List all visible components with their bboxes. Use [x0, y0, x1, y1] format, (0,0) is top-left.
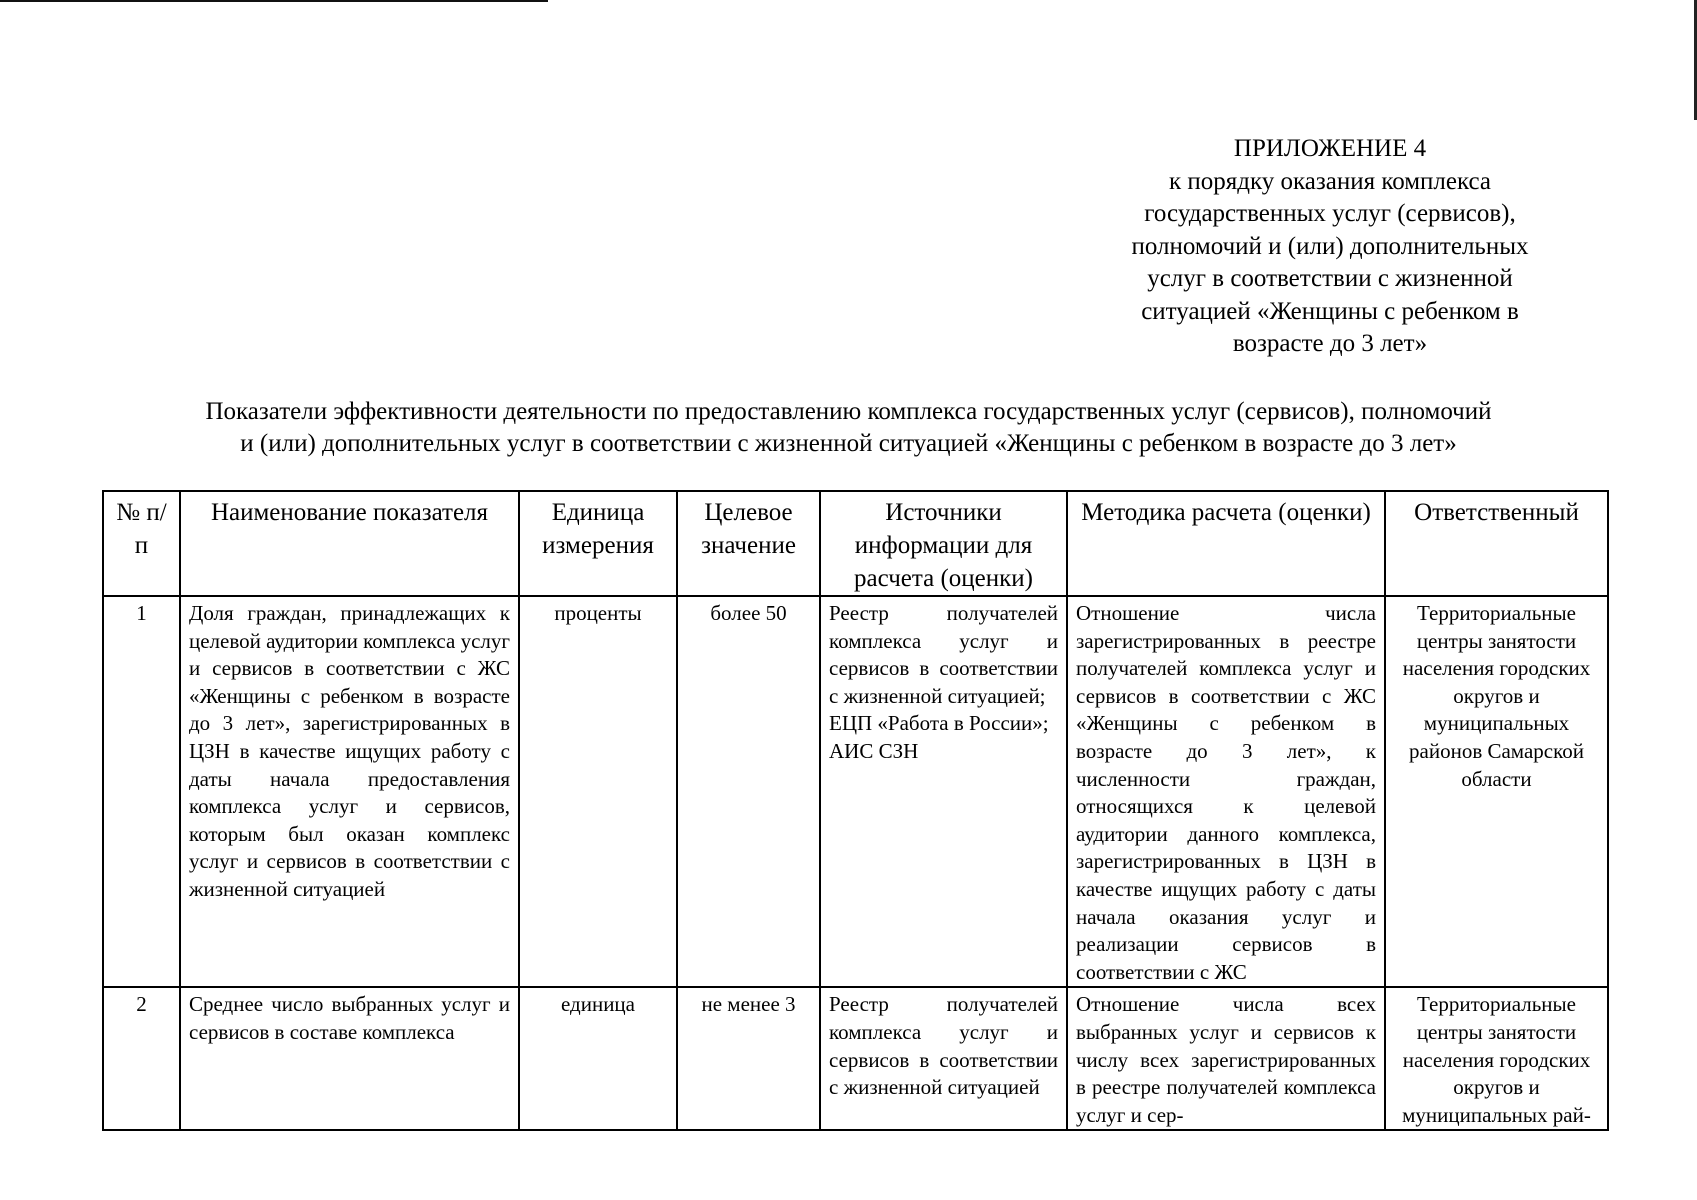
source-item: ЕЦП «Работа в России»; — [829, 711, 1049, 736]
cell-responsible: Территориальные центры занятости населения городских округов и муниципальных районов Самарской области — [1385, 596, 1608, 987]
document-title-line: и (или) дополнительных услуг в соответствии с жизненной ситуацией «Женщины с ребенком в возрасте до 3 лет» — [240, 430, 1457, 457]
source-item: Реестр получателей комплекса услуг и сервисов в соответствии с жизненной ситуацией; — [829, 601, 1058, 708]
source-item: Реестр получателей комплекса услуг и сервисов в соответствии с жизненной ситуацией — [829, 992, 1058, 1100]
appendix-line: услуг в соответствии с жизненной — [1147, 265, 1513, 292]
appendix-header — [1090, 133, 1570, 361]
scan-artifact-line — [0, 0, 548, 2]
cell-indicator-name: Среднее число выбранных услуг и сервисов в составе комплекса — [180, 987, 519, 1130]
appendix-line: ситуацией «Женщины с ребенком в — [1141, 297, 1519, 325]
cell-indicator-name: Доля граждан, принадлежащих к целевой аудитории комплекса услуг и сервисов в соответствии с ЖС «Женщины с ребенком в возрасте до 3 лет», зарегистрированных в ЦЗН в качестве ищущих работу с даты начала предоставления комплекса услуг и сервисов, которым был оказан комплекс услуг и сервисов в соответствии с жизненной ситуацией — [180, 596, 519, 987]
cell-method: Отношение числа всех выбранных услуг и сервисов к числу всех зарегистрированных в реестре получателей комплекса услуг и сер- — [1067, 987, 1385, 1130]
table-header-row — [103, 491, 1608, 596]
column-header-number: № п/п — [103, 491, 180, 596]
column-header-target: Целевое значение — [677, 491, 820, 596]
cell-number: 2 — [103, 987, 180, 1130]
appendix-title: ПРИЛОЖЕНИЕ 4 — [1233, 135, 1427, 162]
cell-target: более 50 — [677, 596, 820, 987]
table-row — [103, 596, 1608, 987]
document-title — [100, 396, 1597, 460]
appendix-line: к порядку оказания комплекса — [1168, 167, 1492, 195]
column-header-method: Методика расчета (оценки) — [1067, 491, 1385, 596]
cell-target: не менее 3 — [677, 987, 820, 1130]
column-header-responsible: Ответственный — [1385, 491, 1608, 596]
cell-unit: единица — [519, 987, 677, 1130]
appendix-line: государственных услуг (сервисов), — [1144, 200, 1516, 227]
cell-sources — [820, 596, 1067, 987]
cell-sources — [820, 987, 1067, 1130]
column-header-sources: Источники информации для расчета (оценки) — [820, 491, 1067, 596]
cell-responsible: Территориальные центры занятости населения городских округов и муниципальных рай- — [1385, 987, 1608, 1130]
appendix-line: полномочий и (или) дополнительных — [1131, 232, 1529, 260]
column-header-unit: Единица измерения — [519, 491, 677, 596]
document-title-line: Показатели эффективности деятельности по предоставлению комплекса государственных услуг (сервисов), полномочий — [205, 398, 1492, 425]
indicators-table — [102, 490, 1609, 1131]
cell-unit: проценты — [519, 596, 677, 987]
cell-method: Отношение числа зарегистрированных в реестре получателей комплекса услуг и сервисов в соответствии с ЖС «Женщины с ребенком в возрасте до 3 лет», к численности граждан, относящихся к целевой аудитории данного комплекса, зарегистрированных в ЦЗН в качестве ищущих работу с даты начала оказания услуг и реализации сервисов в соответствии с ЖС — [1067, 596, 1385, 987]
appendix-line: возрасте до 3 лет» — [1232, 330, 1428, 357]
source-item: АИС СЗН — [829, 738, 919, 763]
table-row — [103, 987, 1608, 1130]
column-header-indicator-name: Наименование показателя — [180, 491, 519, 596]
cell-number: 1 — [103, 596, 180, 987]
